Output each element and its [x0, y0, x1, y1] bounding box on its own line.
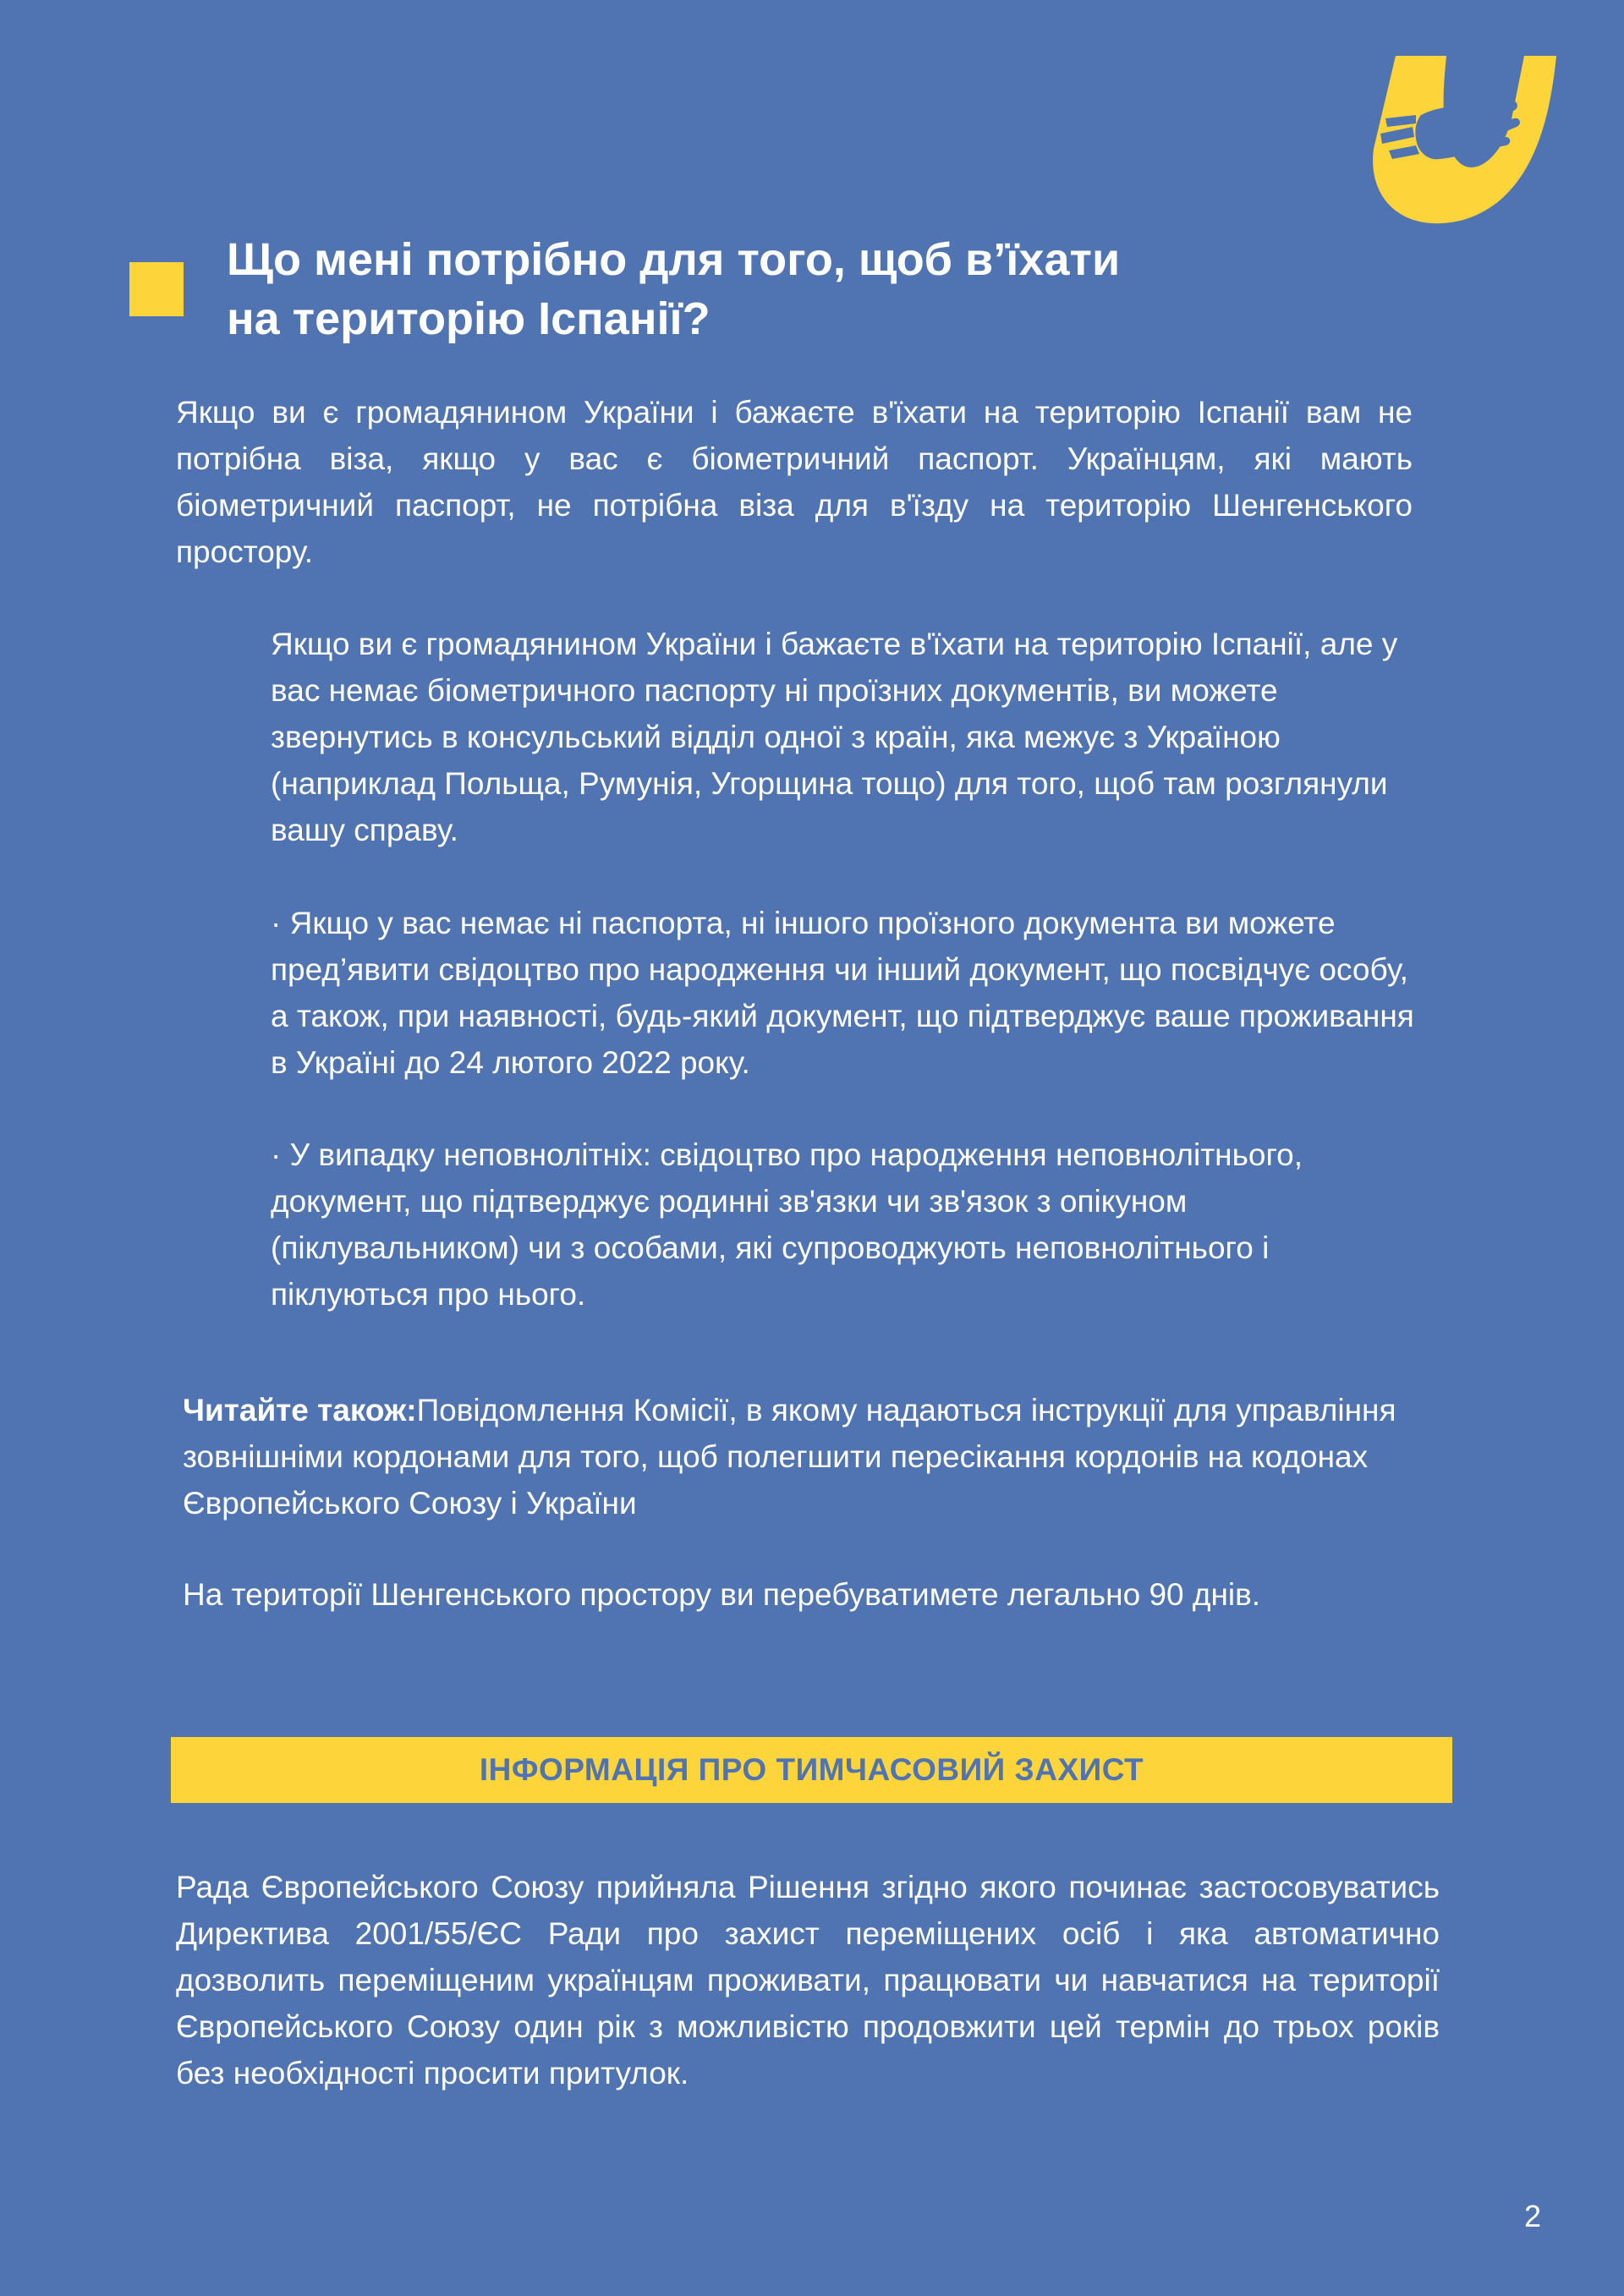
bullet-minors-paragraph: · У випадку неповнолітніх: свідоцтво про народження неповнолітнього, документ, що підтверджує родинні зв'язки чи зв'язок з опікуном (піклувальником) чи з особами, які супроводжують неповнолітнього і піклуються про нього. [271, 1137, 1303, 1312]
page-heading [227, 230, 1326, 348]
page-heading-line-2: на територію Іспанії? [227, 293, 710, 344]
temporary-protection-banner [171, 1737, 1452, 1803]
read-also-paragraph [183, 1387, 1435, 1526]
read-also-link[interactable]: Повідомлення Комісії, в якому надаються інструкції для управління зовнішніми кордонами для того, щоб полегшити пересікання кордонів на кодонах Європейського Союзу і України [183, 1393, 1396, 1521]
no-passport-paragraph: Якщо ви є громадянином України і бажаєте в'їхати на територію Іспанії, але у вас немає біометричного паспорту ні проїзних документів, ви можете звернутись в консульський відділ одної з країн, яка межує з Україною (наприклад Польща, Румунія, Угорщина тощо) для того, щоб там розглянули вашу справу. [271, 627, 1398, 847]
read-also-label: Читайте також: [183, 1393, 417, 1427]
helping-hands-logo-icon [1362, 56, 1556, 225]
heading-marker-square-icon [129, 262, 184, 316]
stay-duration-paragraph: На території Шенгенського простору ви перебуватимете легально 90 днів. [183, 1577, 1261, 1612]
protection-paragraph: Рада Європейського Союзу прийняла Рішення згідно якого починає застосовуватись Директива 2001/55/ЄС Ради про захист переміщених осіб і яка автоматично дозволить переміщеним українцям проживати, працювати чи навчатися на території Європейського Союзу один рік з можливістю продовжити цей термін до трьох років без необхідності просити притулок. [176, 1870, 1440, 2091]
page-heading-line-1: Що мені потрібно для того, щоб в’їхати [227, 234, 1121, 285]
intro-paragraph: Якщо ви є громадянином України і бажаєте в'їхати на територію Іспанії вам не потрібна віза, якщо у вас є біометричний паспорт. Українцям, які мають біометричний паспорт, не потрібна віза для в'їзду на територію Шенгенського простору. [176, 395, 1413, 569]
page-number: 2 [1523, 2199, 1541, 2233]
temporary-protection-banner-title: ІНФОРМАЦІЯ ПРО ТИМЧАСОВИЙ ЗАХИСТ [479, 1752, 1144, 1787]
bullet-documents-paragraph: · Якщо у вас немає ні паспорта, ні іншого проїзного документа ви можете пред’явити свідоцтво про народження чи інший документ, що посвідчує особу, а також, при наявності, будь-який документ, що підтверджує ваше проживання в Україні до 24 лютого 2022 року. [271, 906, 1414, 1080]
